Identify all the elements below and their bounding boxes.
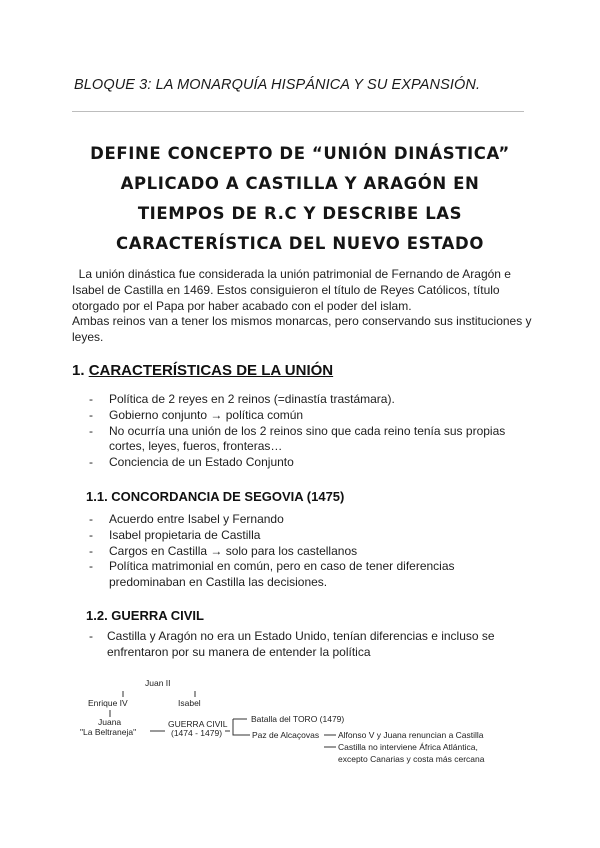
block-heading: BLOQUE 3: LA MONARQUÍA HISPÁNICA Y SU EXPANSIÓN. [74, 77, 481, 93]
list-item: - Acuerdo entre Isabel y Fernando [89, 512, 284, 526]
subsection-heading: 1.1. CONCORDANCIA DE SEGOVIA (1475) [86, 489, 345, 504]
diagram-label-juana: Juana [98, 717, 122, 727]
intro-paragraph: La unión dinástica fue considerada la unión patrimonial de Fernando de Aragón e Isabel de Castilla en 1469. Estos consiguieron el título de Reyes Católicos, título otorgado por el Papa por haber acabado con el poder del islam. [72, 267, 515, 313]
diagram-label-guerra: GUERRA CIVIL [168, 719, 228, 729]
connector-line [233, 719, 250, 735]
list-item-text: Isabel propietaria de Castilla [109, 527, 261, 542]
diagram-label-africa: Castilla no interviene África Atlántica, [338, 742, 478, 752]
list-item: - Cargos en Castilla → solo para los castellanos [89, 543, 358, 558]
list-item-text: Acuerdo entre Isabel y Fernando [109, 512, 284, 526]
list-item: - Política de 2 reyes en 2 reinos (=dinastía trastámara). [89, 392, 395, 406]
diagram-label-beltraneja: "La Beltraneja" [80, 727, 137, 737]
list-item-text: Conciencia de un Estado Conjunto [109, 455, 294, 470]
title-line: APLICADO A CASTILLA Y ARAGÓN EN [120, 174, 480, 193]
list-item-text: No ocurría una unión de los 2 reinos sino que cada reino tenía sus propias cortes, leyes, fueros, fronteras… [109, 423, 506, 454]
list-item: - Conciencia de un Estado Conjunto [89, 455, 294, 470]
list-item: - No ocurría una unión de los 2 reinos sino que cada reino tenía sus propias cortes, leyes, fueros, fronteras… [89, 423, 506, 454]
section-title: CARACTERÍSTICAS DE LA UNIÓN [88, 362, 334, 379]
list-item: - Política matrimonial en común, pero en caso de tener diferencias predominaban en Castilla las decisiones. [89, 559, 455, 590]
list-item-text: Política de 2 reyes en 2 reinos (=dinastía trastámara). [109, 392, 395, 406]
intro-paragraph: Ambas reinos van a tener los mismos monarcas, pero conservando sus instituciones y leyes. [72, 314, 532, 345]
diagram-label-juan: Juan II [145, 678, 171, 688]
diagram-label-isabel: Isabel [178, 698, 201, 708]
section-number: 1. [72, 362, 85, 379]
list-item-text: Cargos en Castilla → solo para los castellanos [109, 543, 358, 558]
diagram-label-toro: Batalla del TORO (1479) [251, 714, 345, 724]
diagram-label-canarias: excepto Canarias y costa más cercana [338, 754, 485, 764]
subsection-heading: 1.2. GUERRA CIVIL [86, 608, 204, 623]
list-item: - Isabel propietaria de Castilla [89, 527, 261, 542]
list-item-text: Gobierno conjunto → política común [109, 407, 304, 422]
diagram-label-paz: Paz de Alcaçovas [252, 730, 320, 740]
list-item: - Gobierno conjunto → política común [89, 407, 304, 422]
title-line: CARACTERÍSTICA DEL NUEVO ESTADO [116, 234, 484, 253]
list-item-text: Política matrimonial en común, pero en caso de tener diferencias predominaban en Castilla las decisiones. [109, 559, 455, 590]
list-item: - Castilla y Aragón no era un Estado Unido, tenían diferencias e incluso se enfrentaron por su manera de entender la política [89, 629, 495, 659]
list-item-text: Castilla y Aragón no era un Estado Unido, tenían diferencias e incluso se enfrentaron por su manera de entender la política [107, 629, 495, 659]
title-line: DEFINE CONCEPTO DE “UNIÓN DINÁSTICA” [90, 144, 510, 163]
diagram-label-enrique: Enrique IV [88, 698, 128, 708]
title-line: TIEMPOS DE R.C Y DESCRIBE LAS [137, 204, 463, 223]
diagram-label-renuncia: Alfonso V y Juana renuncian a Castilla [338, 730, 484, 740]
diagram-label-guerra-years: (1474 - 1479) [171, 728, 223, 738]
